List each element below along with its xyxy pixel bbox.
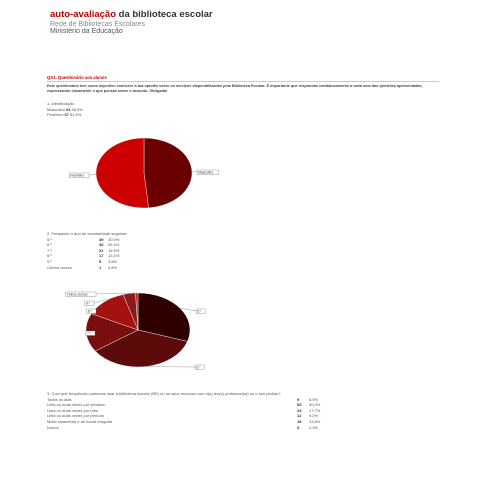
row-percent: 13.8%	[309, 418, 321, 424]
row-count: 63	[66, 106, 71, 112]
row-percent: 51.5%	[69, 112, 82, 118]
row-percent: 2.3%	[309, 424, 319, 430]
slice-label: 6.º	[196, 365, 201, 370]
network-subtitle: Rede de Bibliotecas Escolares	[50, 21, 145, 28]
row-percent: 35.4%	[108, 242, 120, 248]
row-label: Muito raramente e de forma irregular	[47, 418, 113, 424]
row-label: Uma ou duas vezes por mês	[47, 407, 98, 413]
row-label: Todos os dias	[47, 396, 72, 402]
row-count: 18	[297, 418, 302, 424]
row-label: 5.º	[47, 236, 52, 242]
row-count: 22	[99, 247, 104, 253]
row-percent: 9.2%	[309, 413, 319, 419]
row-percent: 13.1%	[108, 253, 120, 259]
row-label: 6.º	[47, 242, 52, 248]
row-count: 46	[99, 242, 104, 248]
row-percent: 17.7%	[309, 407, 321, 413]
section-intro: Este questionário tem como objectivo conhecer a tua opinião sobre os serviços disponibilizados pela Biblioteca Escolar. É importante que respondas cuidadosamente a cada uma das questões apresentadas, expressando claramente o que pensas sobre o assunto. Obrigada!	[47, 84, 423, 94]
pie-slice	[96, 138, 149, 208]
q3-label: 3. Com que frequência costumas usar a biblioteca escolar (BE) ou os seus recursos com o(s) teu(s) professor(es) ou o seu pedido?	[47, 391, 281, 396]
row-count: 65	[297, 402, 302, 408]
row-percent: 30.0%	[108, 236, 120, 242]
title-rest: da biblioteca escolar	[116, 9, 213, 20]
row-count: 3	[297, 424, 300, 430]
row-percent: 0.8%	[108, 264, 118, 270]
row-count: 23	[297, 407, 302, 413]
row-percent: 6.9%	[309, 396, 319, 402]
slice-label: Outros cursos	[67, 292, 88, 297]
row-percent: 50.0%	[309, 402, 321, 408]
q2-label: 2. Frequento o ano de escolaridade seguinte:	[47, 231, 128, 236]
row-count: 67	[64, 112, 69, 118]
row-label: Uma ou duas vezes por semana	[47, 402, 105, 408]
row-count: 5	[99, 258, 102, 264]
row-label: Masculino	[47, 106, 66, 112]
row-percent: 16.9%	[108, 247, 120, 253]
row-label: Outros cursos	[47, 264, 72, 270]
slice-label: 9.º	[86, 301, 90, 306]
row-label: Uma ou duas vezes por período	[47, 413, 104, 419]
row-label: 9.º	[47, 258, 52, 264]
row-label: Feminino	[47, 112, 64, 118]
row-count: 1	[99, 264, 102, 270]
slice-label: Masculino	[198, 170, 214, 175]
section-title: QA1. Questionário aos alunos	[47, 75, 107, 80]
row-label: 8.º	[47, 253, 52, 259]
row-count: 9	[297, 396, 300, 402]
row-label: 7.º	[47, 247, 52, 253]
row-count: 17	[99, 253, 104, 259]
slice-label: 5.º	[197, 309, 202, 314]
title-accent: auto-avaliação	[50, 9, 116, 20]
row-percent: 48.5%	[71, 106, 83, 112]
slice-label: Feminino	[70, 173, 85, 178]
row-count: 12	[297, 413, 302, 419]
pie-slice	[144, 138, 192, 208]
row-count: 39	[99, 236, 104, 242]
ministry-name: Ministério da Educação	[50, 28, 123, 35]
slice-label: 8.º	[88, 309, 92, 314]
slice-label: 7.º	[87, 331, 91, 336]
row-percent: 3.8%	[108, 258, 118, 264]
label-leader-line	[192, 171, 197, 172]
q1-label: 1. Identificação	[47, 101, 74, 106]
row-label: Nunca	[47, 424, 59, 430]
